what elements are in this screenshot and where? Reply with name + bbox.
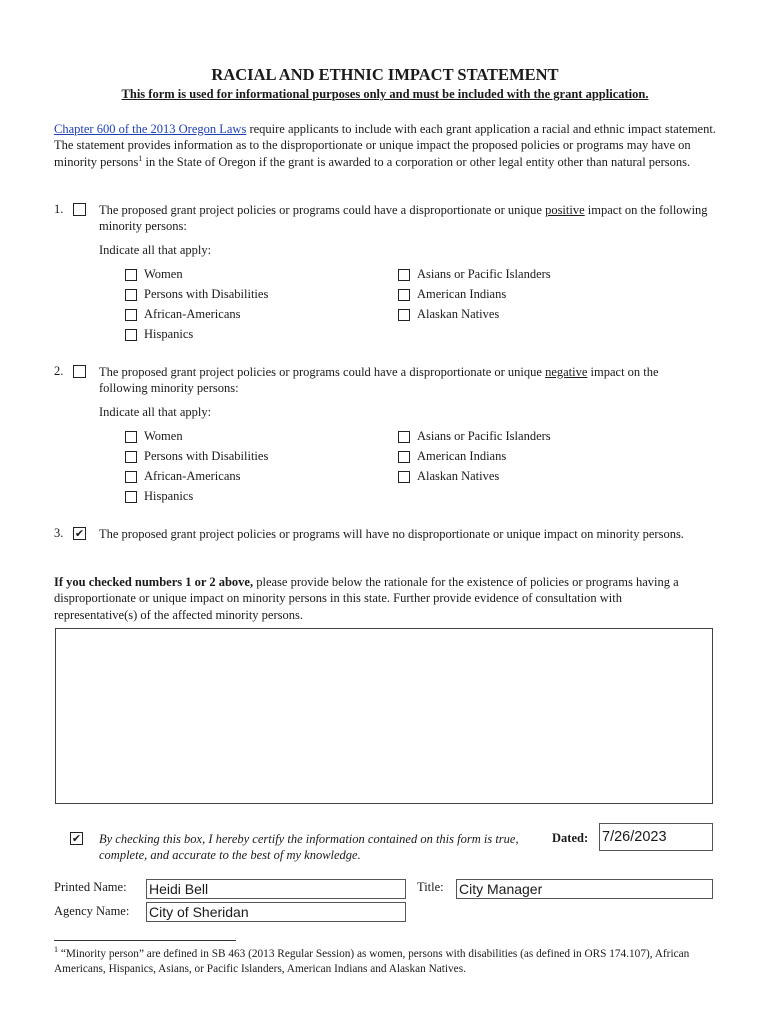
q1-option-american-indians-checkbox[interactable] xyxy=(398,289,410,301)
q1-option-disabilities-label: Persons with Disabilities xyxy=(144,287,269,301)
rationale-textarea[interactable] xyxy=(55,628,713,804)
printed-name-field[interactable]: Heidi Bell xyxy=(146,879,406,899)
rationale-text: please provide below the rationale for the existence of policies or programs having a disproportionate or unique impact on minority persons in this state. Further provide evidence of consultation with representative(s) of the affected minority persons. xyxy=(54,575,679,622)
agency-name-label: Agency Name: xyxy=(54,904,130,918)
q1-option-alaskan-natives[interactable] xyxy=(398,307,499,322)
footnote-divider xyxy=(54,940,236,941)
title-label: Title: xyxy=(417,880,444,894)
q1-option-african-americans[interactable] xyxy=(125,307,240,322)
q2-option-hispanics-label: Hispanics xyxy=(144,489,194,503)
rationale-instructions xyxy=(54,574,694,623)
printed-name-label: Printed Name: xyxy=(54,880,127,894)
q2-option-african-americans[interactable] xyxy=(125,469,240,484)
question-1-number: 1. xyxy=(54,202,64,216)
q2-option-asians-checkbox[interactable] xyxy=(398,431,410,443)
q2-option-hispanics-checkbox[interactable] xyxy=(125,491,137,503)
footnote-marker: 1 xyxy=(54,945,58,955)
q2-option-alaskan-natives[interactable] xyxy=(398,469,499,484)
q2-option-women[interactable] xyxy=(125,429,183,444)
q2-option-women-checkbox[interactable] xyxy=(125,431,137,443)
certify-checkbox[interactable]: ✔ xyxy=(71,832,82,845)
q2-option-american-indians[interactable] xyxy=(398,449,506,464)
intro-text-2: in the State of Oregon if the grant is awarded to a corporation or other legal entity other than natural persons. xyxy=(142,154,691,169)
q1-option-women-label: Women xyxy=(144,267,183,281)
q2-option-disabilities-label: Persons with Disabilities xyxy=(144,449,269,463)
q2-option-disabilities-checkbox[interactable] xyxy=(125,451,137,463)
intro-paragraph xyxy=(54,121,719,170)
dated-label: Dated: xyxy=(552,831,589,845)
intro-text-1: require applicants to include with each grant application a racial and ethnic impact statement. The statement provides information as to the disproportionate or unique impact the proposed policies or programs may have on minority persons xyxy=(54,122,716,169)
question-1-text-after: impact on the following minority persons: xyxy=(99,203,708,234)
q2-option-women-label: Women xyxy=(144,429,183,443)
q1-option-hispanics-label: Hispanics xyxy=(144,327,194,341)
q2-option-asians-label: Asians or Pacific Islanders xyxy=(417,429,551,443)
q1-option-alaskan-natives-checkbox[interactable] xyxy=(398,309,410,321)
question-2-text-after: impact on the following minority persons: xyxy=(99,365,659,396)
footnote-text: “Minority person” are defined in SB 463 (2013 Regular Session) as women, persons with disabilities (as defined in ORS 174.107), African Americans, Hispanics, Asians, or Pacific Islanders, American Indians and Alaskan Natives. xyxy=(54,948,690,975)
footnote xyxy=(54,947,694,977)
q2-option-american-indians-checkbox[interactable] xyxy=(398,451,410,463)
q1-option-american-indians-label: American Indians xyxy=(417,287,507,301)
footnote-ref: 1 xyxy=(138,153,143,163)
question-1-text-before: The proposed grant project policies or programs could have a disproportionate or unique xyxy=(99,203,546,217)
question-1-emphasis: positive xyxy=(545,203,585,217)
question-2-emphasis: negative xyxy=(545,365,588,379)
question-2-text xyxy=(99,364,709,397)
question-2-text-before: The proposed grant project policies or programs could have a disproportionate or unique xyxy=(99,365,546,379)
q1-option-hispanics[interactable] xyxy=(125,327,193,342)
q2-option-hispanics[interactable] xyxy=(125,489,193,504)
q2-option-disabilities[interactable] xyxy=(125,449,268,464)
q1-option-asians-checkbox[interactable] xyxy=(398,269,410,281)
q1-option-disabilities-checkbox[interactable] xyxy=(125,289,137,301)
q1-option-african-americans-checkbox[interactable] xyxy=(125,309,137,321)
q1-option-asians-label: Asians or Pacific Islanders xyxy=(417,267,551,281)
form-subtitle: This form is used for informational purposes only and must be included with the grant application. xyxy=(121,87,649,101)
q2-option-american-indians-label: American Indians xyxy=(417,449,507,463)
question-3-text: The proposed grant project policies or programs will have no disproportionate or unique impact on minority persons. xyxy=(99,527,684,541)
q2-option-african-americans-label: African-Americans xyxy=(144,469,241,483)
q2-option-alaskan-natives-label: Alaskan Natives xyxy=(417,469,500,483)
question-1-indicate: Indicate all that apply: xyxy=(99,243,212,257)
question-3-number: 3. xyxy=(54,526,64,540)
q2-option-alaskan-natives-checkbox[interactable] xyxy=(398,471,410,483)
q1-option-alaskan-natives-label: Alaskan Natives xyxy=(417,307,500,321)
q1-option-american-indians[interactable] xyxy=(398,287,506,302)
title-field[interactable]: City Manager xyxy=(456,879,713,899)
q2-option-asians[interactable] xyxy=(398,429,551,444)
form-title: RACIAL AND ETHNIC IMPACT STATEMENT xyxy=(211,65,559,84)
question-1-text xyxy=(99,202,709,235)
oregon-laws-link[interactable]: Chapter 600 of the 2013 Oregon Laws xyxy=(54,122,247,136)
q1-option-african-americans-label: African-Americans xyxy=(144,307,241,321)
question-2-indicate: Indicate all that apply: xyxy=(99,405,212,419)
q1-option-disabilities[interactable] xyxy=(125,287,268,302)
question-2-checkbox[interactable] xyxy=(73,365,86,378)
question-3-checkbox[interactable]: ✔ xyxy=(74,527,85,540)
question-2-number: 2. xyxy=(54,364,64,378)
agency-name-field[interactable]: City of Sheridan xyxy=(146,902,406,922)
rationale-bold-lead: If you checked numbers 1 or 2 above, xyxy=(54,575,254,589)
q1-option-asians[interactable] xyxy=(398,267,551,282)
q2-option-african-americans-checkbox[interactable] xyxy=(125,471,137,483)
dated-field[interactable]: 7/26/2023 xyxy=(599,823,713,851)
certify-text: By checking this box, I hereby certify the information contained on this form is true, complete, and accurate to the best of my knowledge. xyxy=(99,832,519,863)
q1-option-women[interactable] xyxy=(125,267,183,282)
question-1-checkbox[interactable] xyxy=(73,203,86,216)
q1-option-women-checkbox[interactable] xyxy=(125,269,137,281)
q1-option-hispanics-checkbox[interactable] xyxy=(125,329,137,341)
